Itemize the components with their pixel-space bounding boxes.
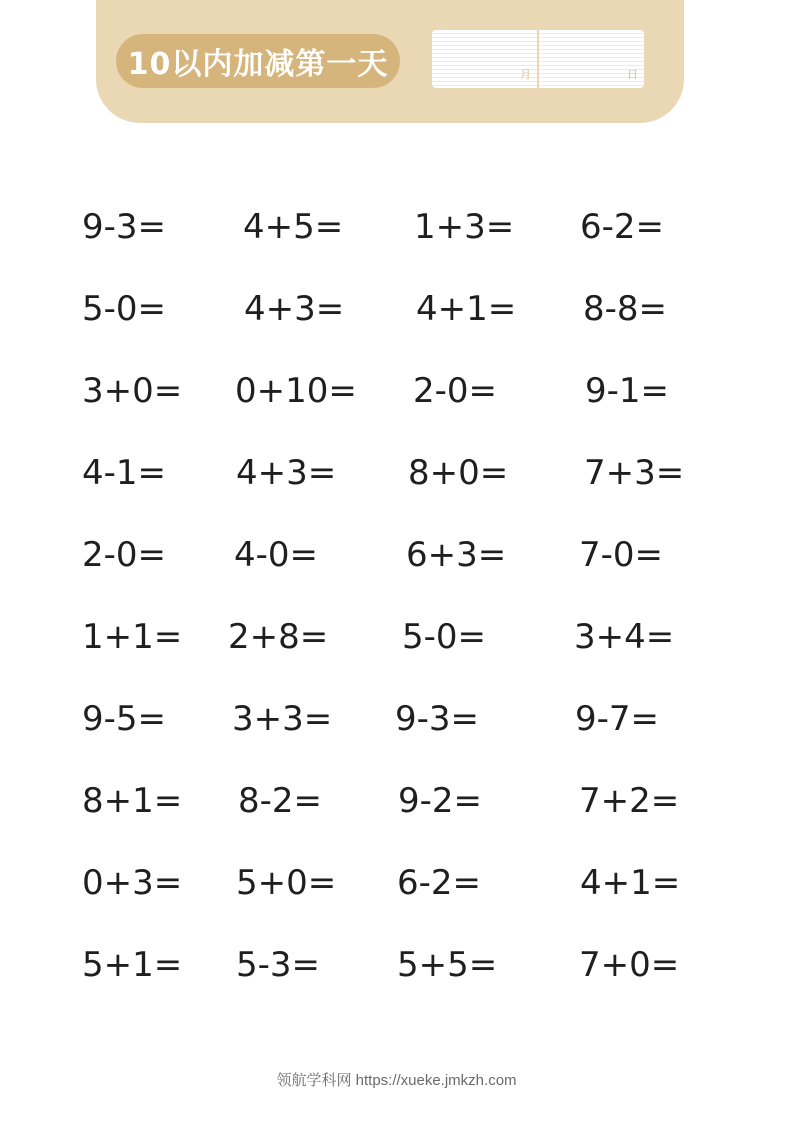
problem: 7+2= (579, 781, 680, 821)
problem: 9-3= (395, 699, 480, 739)
problem: 6-2= (397, 863, 482, 903)
problem: 2-0= (82, 535, 167, 575)
problem: 9-5= (82, 699, 167, 739)
problem: 4-0= (234, 535, 319, 575)
problem: 6-2= (580, 207, 665, 247)
problem: 3+3= (232, 699, 333, 739)
problem: 2+8= (228, 617, 329, 657)
problem: 4+1= (580, 863, 681, 903)
problem: 8+1= (82, 781, 183, 821)
problem: 5-0= (82, 289, 167, 329)
page-title: 10以内加减第一天 (127, 47, 389, 82)
problem: 1+3= (414, 207, 515, 247)
month-label: 月 (520, 68, 531, 81)
problem: 2-0= (413, 371, 498, 411)
problem: 0+3= (82, 863, 183, 903)
problem: 4+3= (236, 453, 337, 493)
problem: 4+1= (416, 289, 517, 329)
problem: 1+1= (82, 617, 183, 657)
problem: 6+3= (406, 535, 507, 575)
problem: 5+5= (397, 945, 498, 985)
problem: 7+3= (584, 453, 685, 493)
problem: 5-3= (236, 945, 321, 985)
problem: 5+0= (236, 863, 337, 903)
problem: 5-0= (402, 617, 487, 657)
footer-watermark: 领航学科网 https://xueke.jmkzh.com (276, 1072, 517, 1089)
problem: 9-2= (398, 781, 483, 821)
problem: 5+1= (82, 945, 183, 985)
problem: 4-1= (82, 453, 167, 493)
problem: 9-3= (82, 207, 167, 247)
problem: 8-2= (238, 781, 323, 821)
problem: 7-0= (579, 535, 664, 575)
problem: 0+10= (235, 371, 357, 411)
day-label: 日 (627, 68, 638, 81)
problem: 4+5= (243, 207, 344, 247)
problem: 9-1= (585, 371, 670, 411)
problem: 9-7= (575, 699, 660, 739)
problem: 8-8= (583, 289, 668, 329)
problem: 7+0= (579, 945, 680, 985)
problem: 8+0= (408, 453, 509, 493)
problem: 3+0= (82, 371, 183, 411)
problem: 3+4= (574, 617, 675, 657)
problem: 4+3= (244, 289, 345, 329)
